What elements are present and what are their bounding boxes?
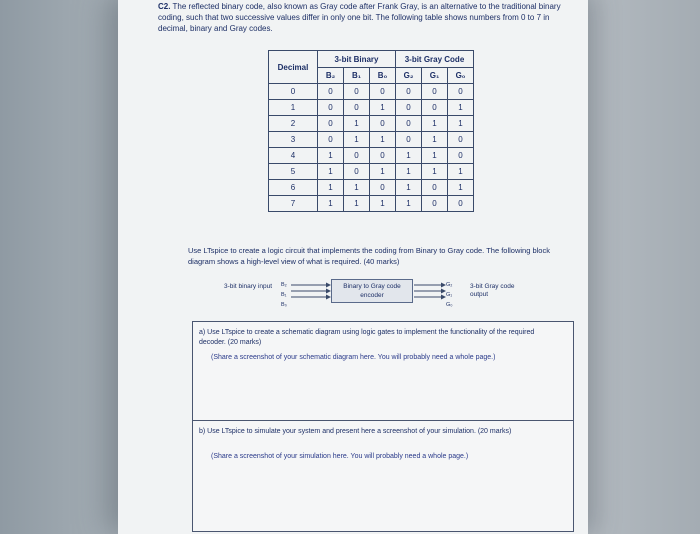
gray-cell: 1 bbox=[396, 148, 422, 164]
binary-cell: 0 bbox=[344, 148, 370, 164]
decimal-cell: 0 bbox=[269, 84, 318, 100]
gray-cell: 1 bbox=[448, 116, 474, 132]
binary-cell: 0 bbox=[318, 84, 344, 100]
table-row bbox=[269, 100, 474, 116]
table-row bbox=[269, 164, 474, 180]
decimal-cell: 7 bbox=[269, 196, 318, 212]
table-row bbox=[269, 196, 474, 212]
decimal-cell: 4 bbox=[269, 148, 318, 164]
binary-cell: 1 bbox=[344, 196, 370, 212]
gray-cell: 0 bbox=[448, 132, 474, 148]
gray-cell: 0 bbox=[396, 116, 422, 132]
table-row bbox=[269, 132, 474, 148]
binary-cell: 1 bbox=[344, 180, 370, 196]
table-row bbox=[269, 148, 474, 164]
decimal-header: Decimal bbox=[269, 51, 318, 84]
part-b-hint: (Share a screenshot of your simulation here. You will probably need a whole page.) bbox=[211, 453, 469, 460]
bit-header: G₀ bbox=[448, 68, 474, 84]
gray-cell: 0 bbox=[396, 132, 422, 148]
output-label: 3-bit Gray code output bbox=[470, 283, 515, 298]
binary-cell: 1 bbox=[344, 132, 370, 148]
output-bit-label: G₀ bbox=[446, 302, 453, 308]
gray-cell: 1 bbox=[422, 148, 448, 164]
answer-box-b[interactable] bbox=[192, 420, 574, 532]
input-bit-label: B₁ bbox=[281, 292, 287, 298]
bit-header: G₁ bbox=[422, 68, 448, 84]
part-b-question: b) Use LTspice to simulate your system and present here a screenshot of your simulation. (20 marks) bbox=[199, 428, 512, 435]
document-page bbox=[118, 0, 588, 534]
binary-cell: 1 bbox=[318, 180, 344, 196]
gray-header: 3-bit Gray Code bbox=[396, 51, 474, 68]
part-a-question: a) Use LTspice to create a schematic diagram using logic gates to implement the functionality of the required decoder. (20 marks) bbox=[199, 329, 535, 346]
binary-cell: 0 bbox=[344, 84, 370, 100]
binary-cell: 1 bbox=[318, 148, 344, 164]
binary-cell: 1 bbox=[318, 196, 344, 212]
gray-cell: 0 bbox=[422, 196, 448, 212]
gray-cell: 0 bbox=[396, 84, 422, 100]
output-bit-label: G₁ bbox=[446, 292, 453, 298]
decimal-cell: 3 bbox=[269, 132, 318, 148]
table-row bbox=[269, 84, 474, 100]
binary-cell: 1 bbox=[370, 100, 396, 116]
gray-code-table bbox=[268, 50, 474, 212]
block-diagram bbox=[224, 280, 524, 316]
gray-cell: 1 bbox=[396, 180, 422, 196]
gray-cell: 1 bbox=[448, 164, 474, 180]
gray-cell: 1 bbox=[422, 116, 448, 132]
gray-cell: 0 bbox=[448, 84, 474, 100]
binary-cell: 1 bbox=[370, 132, 396, 148]
binary-cell: 0 bbox=[370, 180, 396, 196]
output-bit-label: G₂ bbox=[446, 282, 453, 288]
bit-header: B₂ bbox=[318, 68, 344, 84]
gray-cell: 1 bbox=[422, 164, 448, 180]
gray-cell: 0 bbox=[422, 84, 448, 100]
bit-header: B₁ bbox=[344, 68, 370, 84]
table-body bbox=[269, 84, 474, 212]
table-row bbox=[269, 116, 474, 132]
decimal-cell: 6 bbox=[269, 180, 318, 196]
binary-cell: 1 bbox=[344, 116, 370, 132]
question-number: C2. bbox=[158, 2, 171, 11]
bit-header: G₂ bbox=[396, 68, 422, 84]
gray-cell: 0 bbox=[448, 196, 474, 212]
intro-text: The reflected binary code, also known as Gray code after Frank Gray, is an alternative to the traditional binary coding, such that two successive values differ in only one bit. The following table shows numbers from 0 to 7 in decimal, binary and Gray codes. bbox=[158, 2, 561, 33]
gray-cell: 0 bbox=[448, 148, 474, 164]
binary-cell: 0 bbox=[318, 116, 344, 132]
gray-cell: 1 bbox=[448, 100, 474, 116]
input-bit-label: B₂ bbox=[281, 282, 287, 288]
question-intro bbox=[158, 1, 578, 34]
binary-cell: 0 bbox=[344, 164, 370, 180]
gray-cell: 1 bbox=[396, 196, 422, 212]
gray-cell: 1 bbox=[422, 132, 448, 148]
output-bits bbox=[446, 280, 453, 310]
answer-box-a[interactable] bbox=[192, 321, 574, 423]
binary-cell: 0 bbox=[344, 100, 370, 116]
gray-cell: 1 bbox=[448, 180, 474, 196]
bit-header: B₀ bbox=[370, 68, 396, 84]
binary-cell: 0 bbox=[318, 132, 344, 148]
gray-cell: 1 bbox=[396, 164, 422, 180]
binary-cell: 0 bbox=[370, 116, 396, 132]
decimal-cell: 1 bbox=[269, 100, 318, 116]
part-a-hint: (Share a screenshot of your schematic diagram here. You will probably need a whole page.) bbox=[211, 354, 496, 361]
input-label: 3-bit binary input bbox=[224, 283, 273, 290]
binary-cell: 1 bbox=[370, 164, 396, 180]
encoder-block: Binary to Gray code encoder bbox=[331, 279, 413, 303]
binary-cell: 0 bbox=[370, 148, 396, 164]
binary-cell: 1 bbox=[318, 164, 344, 180]
input-bit-label: B₀ bbox=[281, 302, 287, 308]
gray-cell: 0 bbox=[422, 180, 448, 196]
decimal-cell: 5 bbox=[269, 164, 318, 180]
table-row bbox=[269, 180, 474, 196]
gray-cell: 0 bbox=[396, 100, 422, 116]
decimal-cell: 2 bbox=[269, 116, 318, 132]
task-description: Use LTspice to create a logic circuit that implements the coding from Binary to Gray code. The following block diagram shows a high-level view of what is required. (40 marks) bbox=[188, 246, 550, 266]
binary-cell: 1 bbox=[370, 196, 396, 212]
binary-cell: 0 bbox=[318, 100, 344, 116]
gray-cell: 0 bbox=[422, 100, 448, 116]
binary-cell: 0 bbox=[370, 84, 396, 100]
binary-header: 3-bit Binary bbox=[318, 51, 396, 68]
